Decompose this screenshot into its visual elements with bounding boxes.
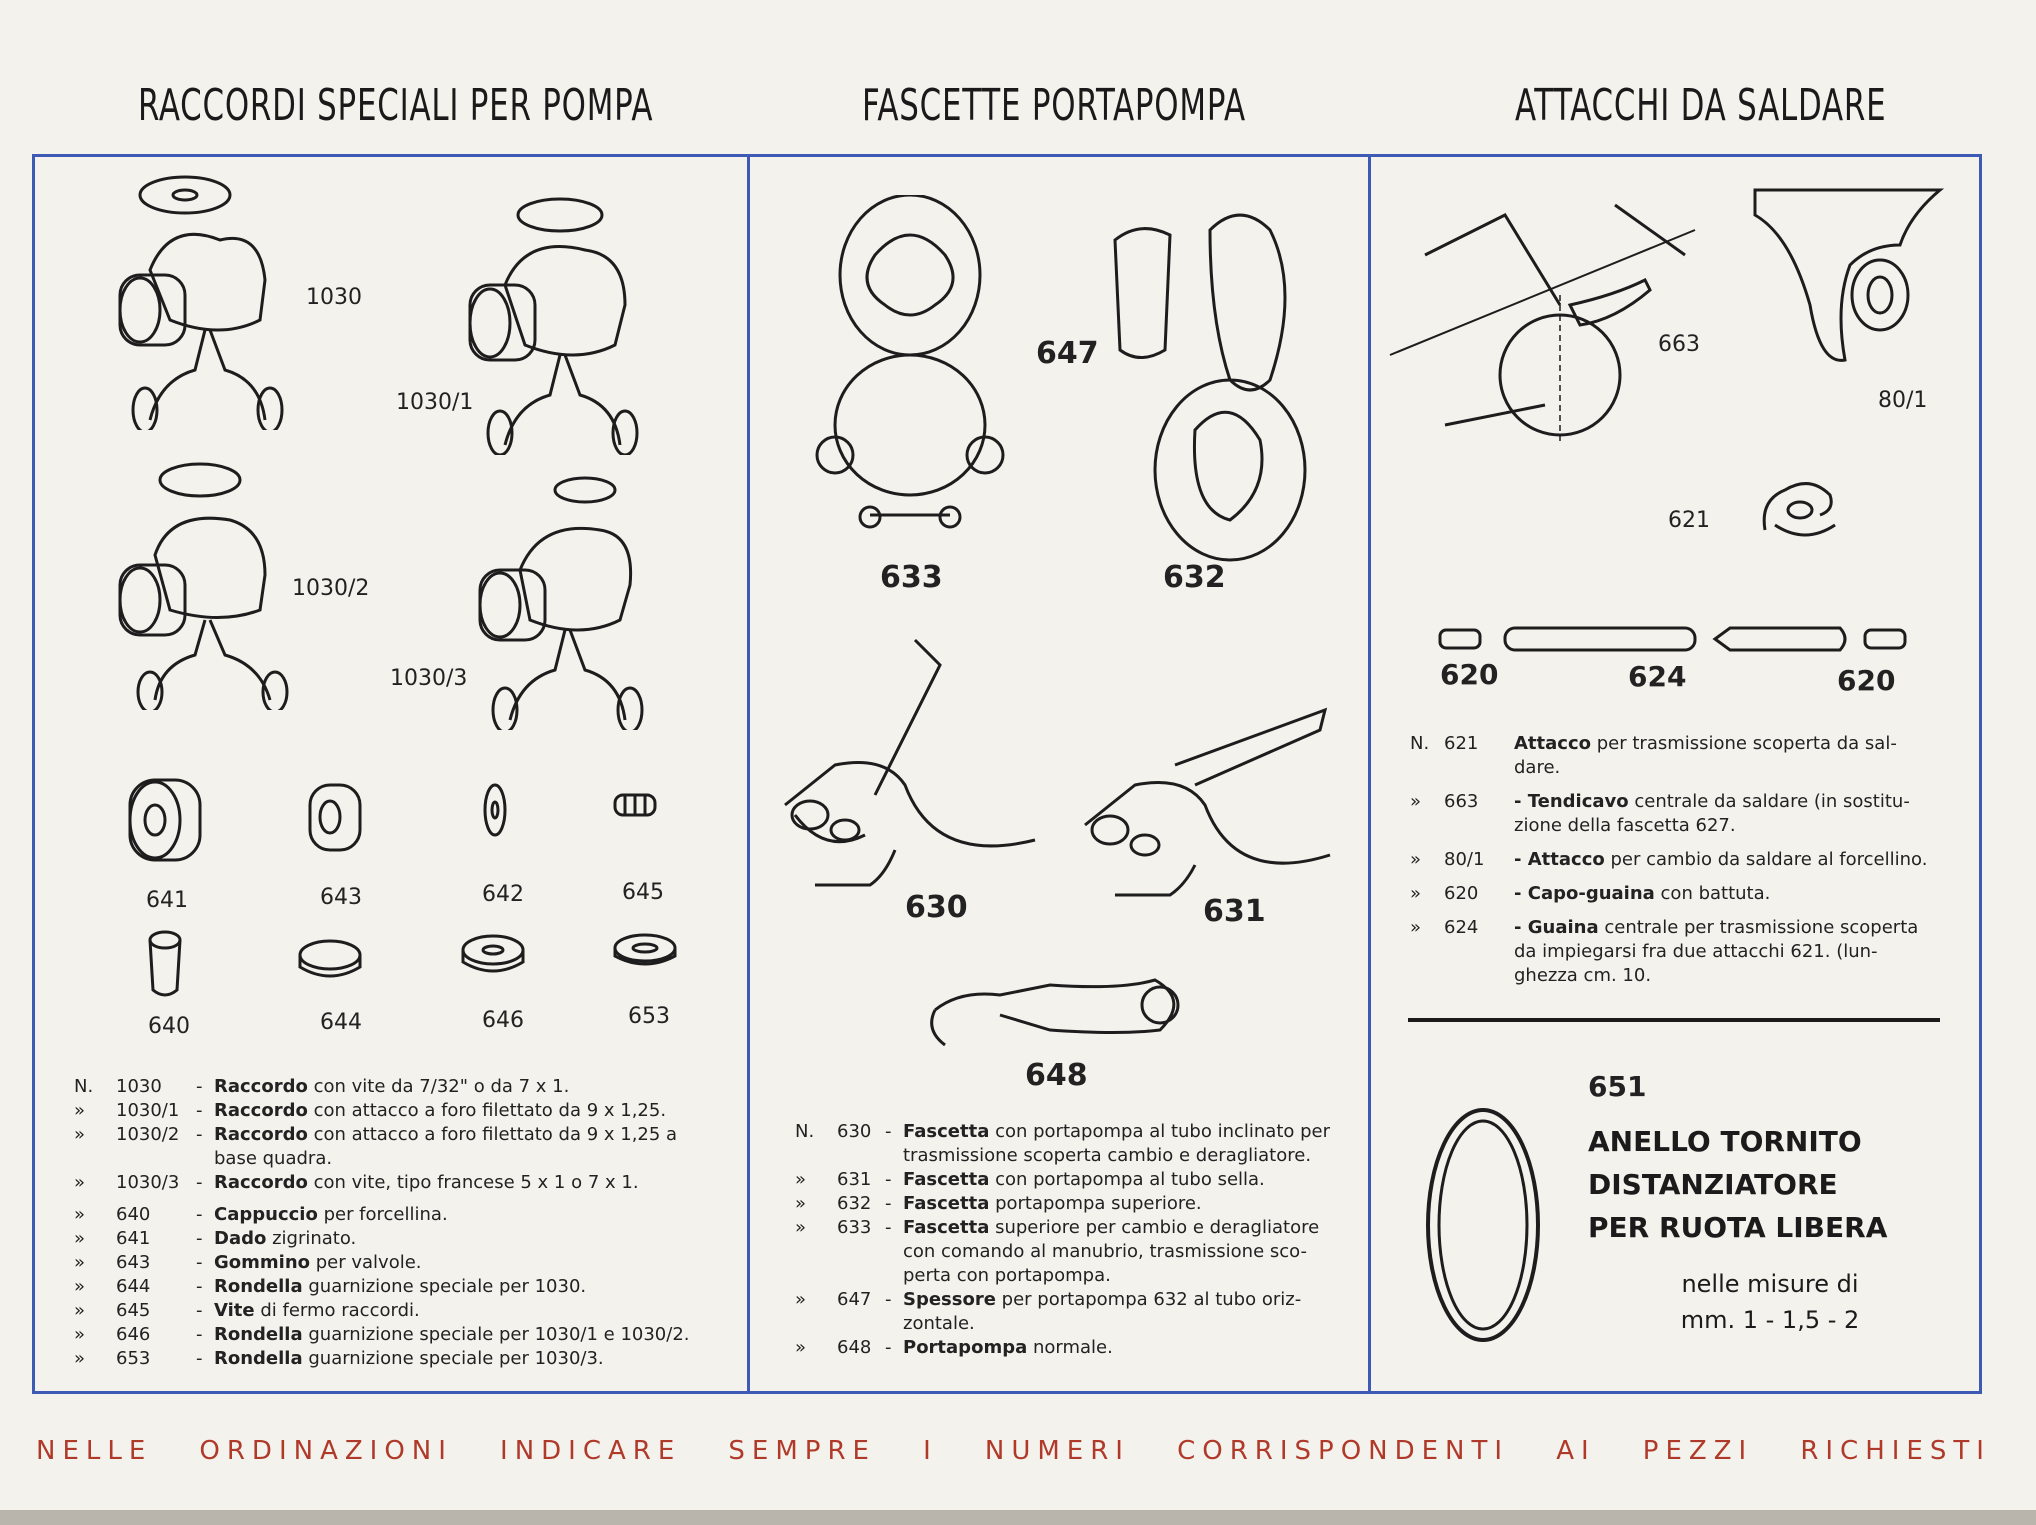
clamp-633-illustration [815,195,1025,545]
label-80-1: 80/1 [1878,388,1928,413]
footer-word: CORRISPONDENTI [1177,1436,1510,1466]
ring-size-line-2: mm. 1 - 1,5 - 2 [1680,1306,1860,1334]
parts-row: » 640 - Cappuccio per forcellina. [74,1204,448,1225]
parts-row: ghezza cm. 10. [1514,965,1652,986]
ring-line-3: PER RUOTA LIBERA [1588,1211,1888,1244]
footer-word: INDICARE [500,1436,682,1466]
pump-connector-1030-2-illustration [110,460,310,710]
clamp-630-illustration [775,635,1045,895]
parts-list-center [795,1120,1330,1360]
knurled-nut-641-illustration [120,770,210,870]
footer-word: SEMPRE [728,1436,876,1466]
label-620-left: 620 [1440,658,1499,691]
pump-holder-648-illustration [920,960,1200,1070]
parts-row: N. 621 Attacco per trasmissione scoperta da sal- [1410,733,1897,754]
footer-word: PEZZI [1642,1436,1754,1466]
washer-653-illustration [610,930,680,975]
label-1030-1: 1030/1 [396,390,474,415]
label-1030-2: 1030/2 [292,576,370,601]
parts-row: » 641 - Dado zigrinato. [74,1228,357,1249]
parts-row: » 653 - Rondella guarnizione speciale per 1030/3. [74,1348,604,1369]
parts-row: base quadra. [214,1148,333,1169]
screw-645-illustration [610,790,660,820]
parts-row: da impiegarsi fra due attacchi 621. (lun- [1514,941,1878,962]
parts-row: con comando al manubrio, trasmissione sco- [903,1241,1307,1262]
label-631: 631 [1203,894,1266,929]
footer-word: ORDINAZIONI [199,1436,453,1466]
pump-connector-1030-3-illustration [470,470,670,730]
title-center: FASCETTE PORTAPOMPA [862,80,1246,131]
parts-row: » 631 - Fascetta con portapompa al tubo sella. [795,1169,1265,1190]
label-643: 643 [320,885,362,910]
label-653: 653 [628,1004,670,1029]
footer-word: RICHIESTI [1800,1436,1991,1466]
label-620-right: 620 [1837,664,1896,697]
attachment-621-illustration [1755,470,1845,550]
label-630: 630 [905,890,968,925]
ring-description [1588,1120,1887,1249]
parts-row: » 1030/3 - Raccordo con vite, tipo francese 5 x 1 o 7 x 1. [74,1172,639,1193]
label-640: 640 [148,1014,190,1039]
ring-number: 651 [1588,1070,1647,1103]
label-632: 632 [1163,560,1226,595]
parts-row: » 646 - Rondella guarnizione speciale per 1030/1 e 1030/2. [74,1324,690,1345]
label-645: 645 [622,880,664,905]
parts-list-left [74,1075,690,1371]
attachment-80-1-illustration [1750,185,1950,375]
cable-tensioner-663-illustration [1385,195,1715,445]
parts-row: N. 1030 - Raccordo con vite da 7/32" o da 7 x 1. [74,1076,570,1097]
label-648: 648 [1025,1058,1088,1093]
label-621: 621 [1668,508,1710,533]
parts-row: » 1030/1 - Raccordo con attacco a foro filettato da 9 x 1,25. [74,1100,667,1121]
parts-row: zione della fascetta 627. [1514,815,1736,836]
footer-word: I [923,1436,938,1466]
ring-sizes [1640,1266,1900,1338]
footer-word: NELLE [36,1436,153,1466]
parts-row: » 645 - Vite di fermo raccordi. [74,1300,420,1321]
label-646: 646 [482,1008,524,1033]
parts-row: » 663 - Tendicavo centrale da saldare (in sostitu- [1410,791,1910,812]
ring-line-2: DISTANZIATORE [1588,1168,1838,1201]
label-641: 641 [146,888,188,913]
label-647: 647 [1036,336,1099,371]
scan-bottom-edge [0,1510,2036,1525]
label-633: 633 [880,560,943,595]
parts-row: » 643 - Gommino per valvole. [74,1252,422,1273]
footer-word: AI [1556,1436,1596,1466]
label-624: 624 [1628,660,1687,693]
label-1030-3: 1030/3 [390,666,468,691]
parts-row: » 632 - Fascetta portapompa superiore. [795,1193,1202,1214]
parts-row: » 648 - Portapompa normale. [795,1337,1113,1358]
right-divider-rule [1408,1018,1940,1022]
parts-row: » 647 - Spessore per portapompa 632 al tubo oriz- [795,1289,1302,1310]
pump-connector-1030-illustration [110,170,310,430]
parts-row: zontale. [903,1313,975,1334]
rubber-grommet-643-illustration [305,780,365,855]
parts-row: perta con portapompa. [903,1265,1111,1286]
parts-list-right [1410,732,1927,988]
washer-644-illustration [295,935,365,985]
spacer-ring-651-illustration [1418,1100,1548,1355]
parts-row: N. 630 - Fascetta con portapompa al tubo inclinato per [795,1121,1331,1142]
washer-642-illustration [480,780,510,840]
label-644: 644 [320,1010,362,1035]
ring-size-line-1: nelle misure di [1681,1270,1859,1298]
ring-line-1: ANELLO TORNITO [1588,1125,1862,1158]
parts-row: » 633 - Fascetta superiore per cambio e deragliatore [795,1217,1320,1238]
parts-row: dare. [1514,757,1561,778]
parts-row: » 644 - Rondella guarnizione speciale per 1030. [74,1276,587,1297]
title-left: RACCORDI SPECIALI PER POMPA [138,80,654,131]
pump-connector-1030-1-illustration [465,195,665,455]
parts-row: » 620 - Capo-guaina con battuta. [1410,883,1771,904]
column-divider-2 [1368,154,1371,1394]
parts-row: » 80/1 - Attacco per cambio da saldare al forcellino. [1410,849,1928,870]
cap-640-illustration [145,928,185,1003]
parts-row: trasmissione scoperta cambio e deragliatore. [903,1145,1312,1166]
title-right: ATTACCHI DA SALDARE [1515,80,1887,131]
label-1030: 1030 [306,285,362,310]
parts-row: » 624 - Guaina centrale per trasmissione scoperta [1410,917,1919,938]
clamp-631-illustration [1075,705,1335,915]
label-663: 663 [1658,332,1700,357]
cable-housing-620-624-illustration [1435,622,1955,657]
column-divider-1 [747,154,750,1394]
clamp-632-illustration [1100,200,1320,570]
washer-646-illustration [458,930,528,980]
parts-row: » 1030/2 - Raccordo con attacco a foro filettato da 9 x 1,25 a [74,1124,678,1145]
footer-note [36,1436,1991,1466]
footer-word: NUMERI [984,1436,1130,1466]
label-642: 642 [482,882,524,907]
